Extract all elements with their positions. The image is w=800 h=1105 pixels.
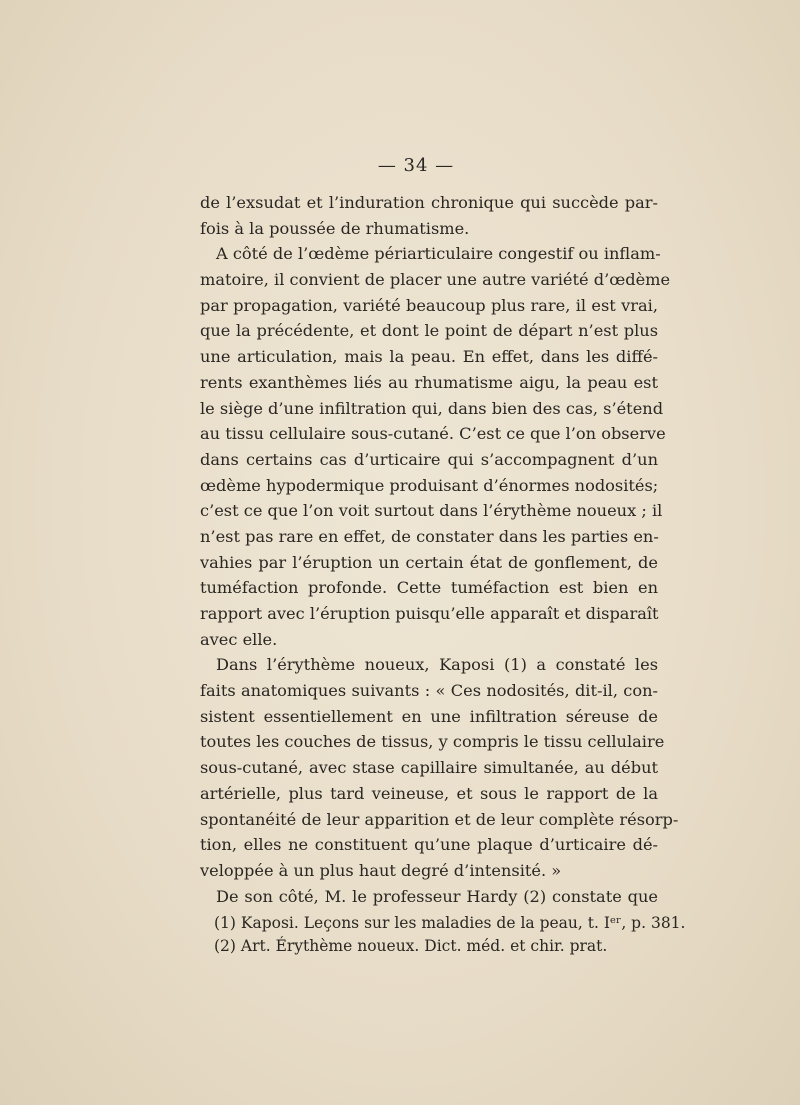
body-text: [200, 190, 679, 909]
text-line: tuméfaction profonde. Cette tuméfaction est bien en: [200, 578, 658, 598]
text-line: rents exanthèmes liés au rhumatisme aigu, la peau est: [200, 372, 658, 392]
text-line: A côté de l’œdème périarticulaire congestif ou inflam-: [216, 244, 661, 264]
text-line: par propagation, variété beaucoup plus rare, il est vrai,: [200, 295, 658, 315]
text-line: spontanéité de leur apparition et de leur complète résorp-: [200, 809, 679, 829]
footnotes: [200, 912, 686, 958]
text-line: une articulation, mais la peau. En effet, dans les diffé-: [200, 347, 658, 367]
footnote-2: (2) Art. Érythème noueux. Dict. méd. et chir. prat.: [214, 937, 608, 955]
text-line: matoire, il convient de placer une autre variété d’œdème: [200, 270, 671, 290]
text-line: fois à la poussée de rhumatisme.: [200, 218, 470, 238]
text-line: de l’exsudat et l’induration chronique qui succède par-: [200, 193, 658, 212]
text-line: De son côté, M. le professeur Hardy (2) constate que: [216, 886, 658, 906]
text-line: toutes les couches de tissus, y compris le tissu cellulaire: [200, 732, 665, 752]
text-line: œdème hypodermique produisant d’énormes nodosités;: [200, 475, 659, 495]
text-line: que la précédente, et dont le point de départ n’est plus: [200, 321, 658, 341]
text-line: artérielle, plus tard veineuse, et sous le rapport de la: [200, 783, 658, 803]
text-line: c’est ce que l’on voit surtout dans l’érythème noueux ; il: [200, 501, 663, 521]
footnote-1: (1) Kaposi. Leçons sur les maladies de la peau, t. Iᵉʳ, p. 381.: [214, 914, 686, 932]
text-line: Dans l’érythème noueux, Kaposi (1) a constaté les: [216, 655, 658, 675]
text-line: tion, elles ne constituent qu’une plaque d’urticaire dé-: [200, 835, 658, 855]
text-line: le siège d’une infiltration qui, dans bien des cas, s’étend: [200, 398, 664, 418]
text-line: veloppée à un plus haut degré d’intensité. »: [200, 860, 562, 880]
text-line: sistent essentiellement en une infiltration séreuse de: [200, 706, 658, 726]
text-line: avec elle.: [200, 629, 278, 649]
text-line: rapport avec l’éruption puisqu’elle apparaît et disparaît: [200, 604, 659, 623]
text-line: au tissu cellulaire sous-cutané. C’est ce que l’on observe: [200, 424, 666, 444]
page-number: — 34 —: [377, 155, 455, 176]
text-line: dans certains cas d’urticaire qui s’accompagnent d’un: [200, 449, 658, 469]
text-line: vahies par l’éruption un certain état de gonflement, de: [200, 552, 658, 572]
text-line: n’est pas rare en effet, de constater dans les parties en-: [200, 526, 659, 546]
text-line: faits anatomiques suivants : « Ces nodosités, dit-il, con-: [200, 681, 658, 701]
text-line: sous-cutané, avec stase capillaire simultanée, au début: [200, 758, 658, 778]
